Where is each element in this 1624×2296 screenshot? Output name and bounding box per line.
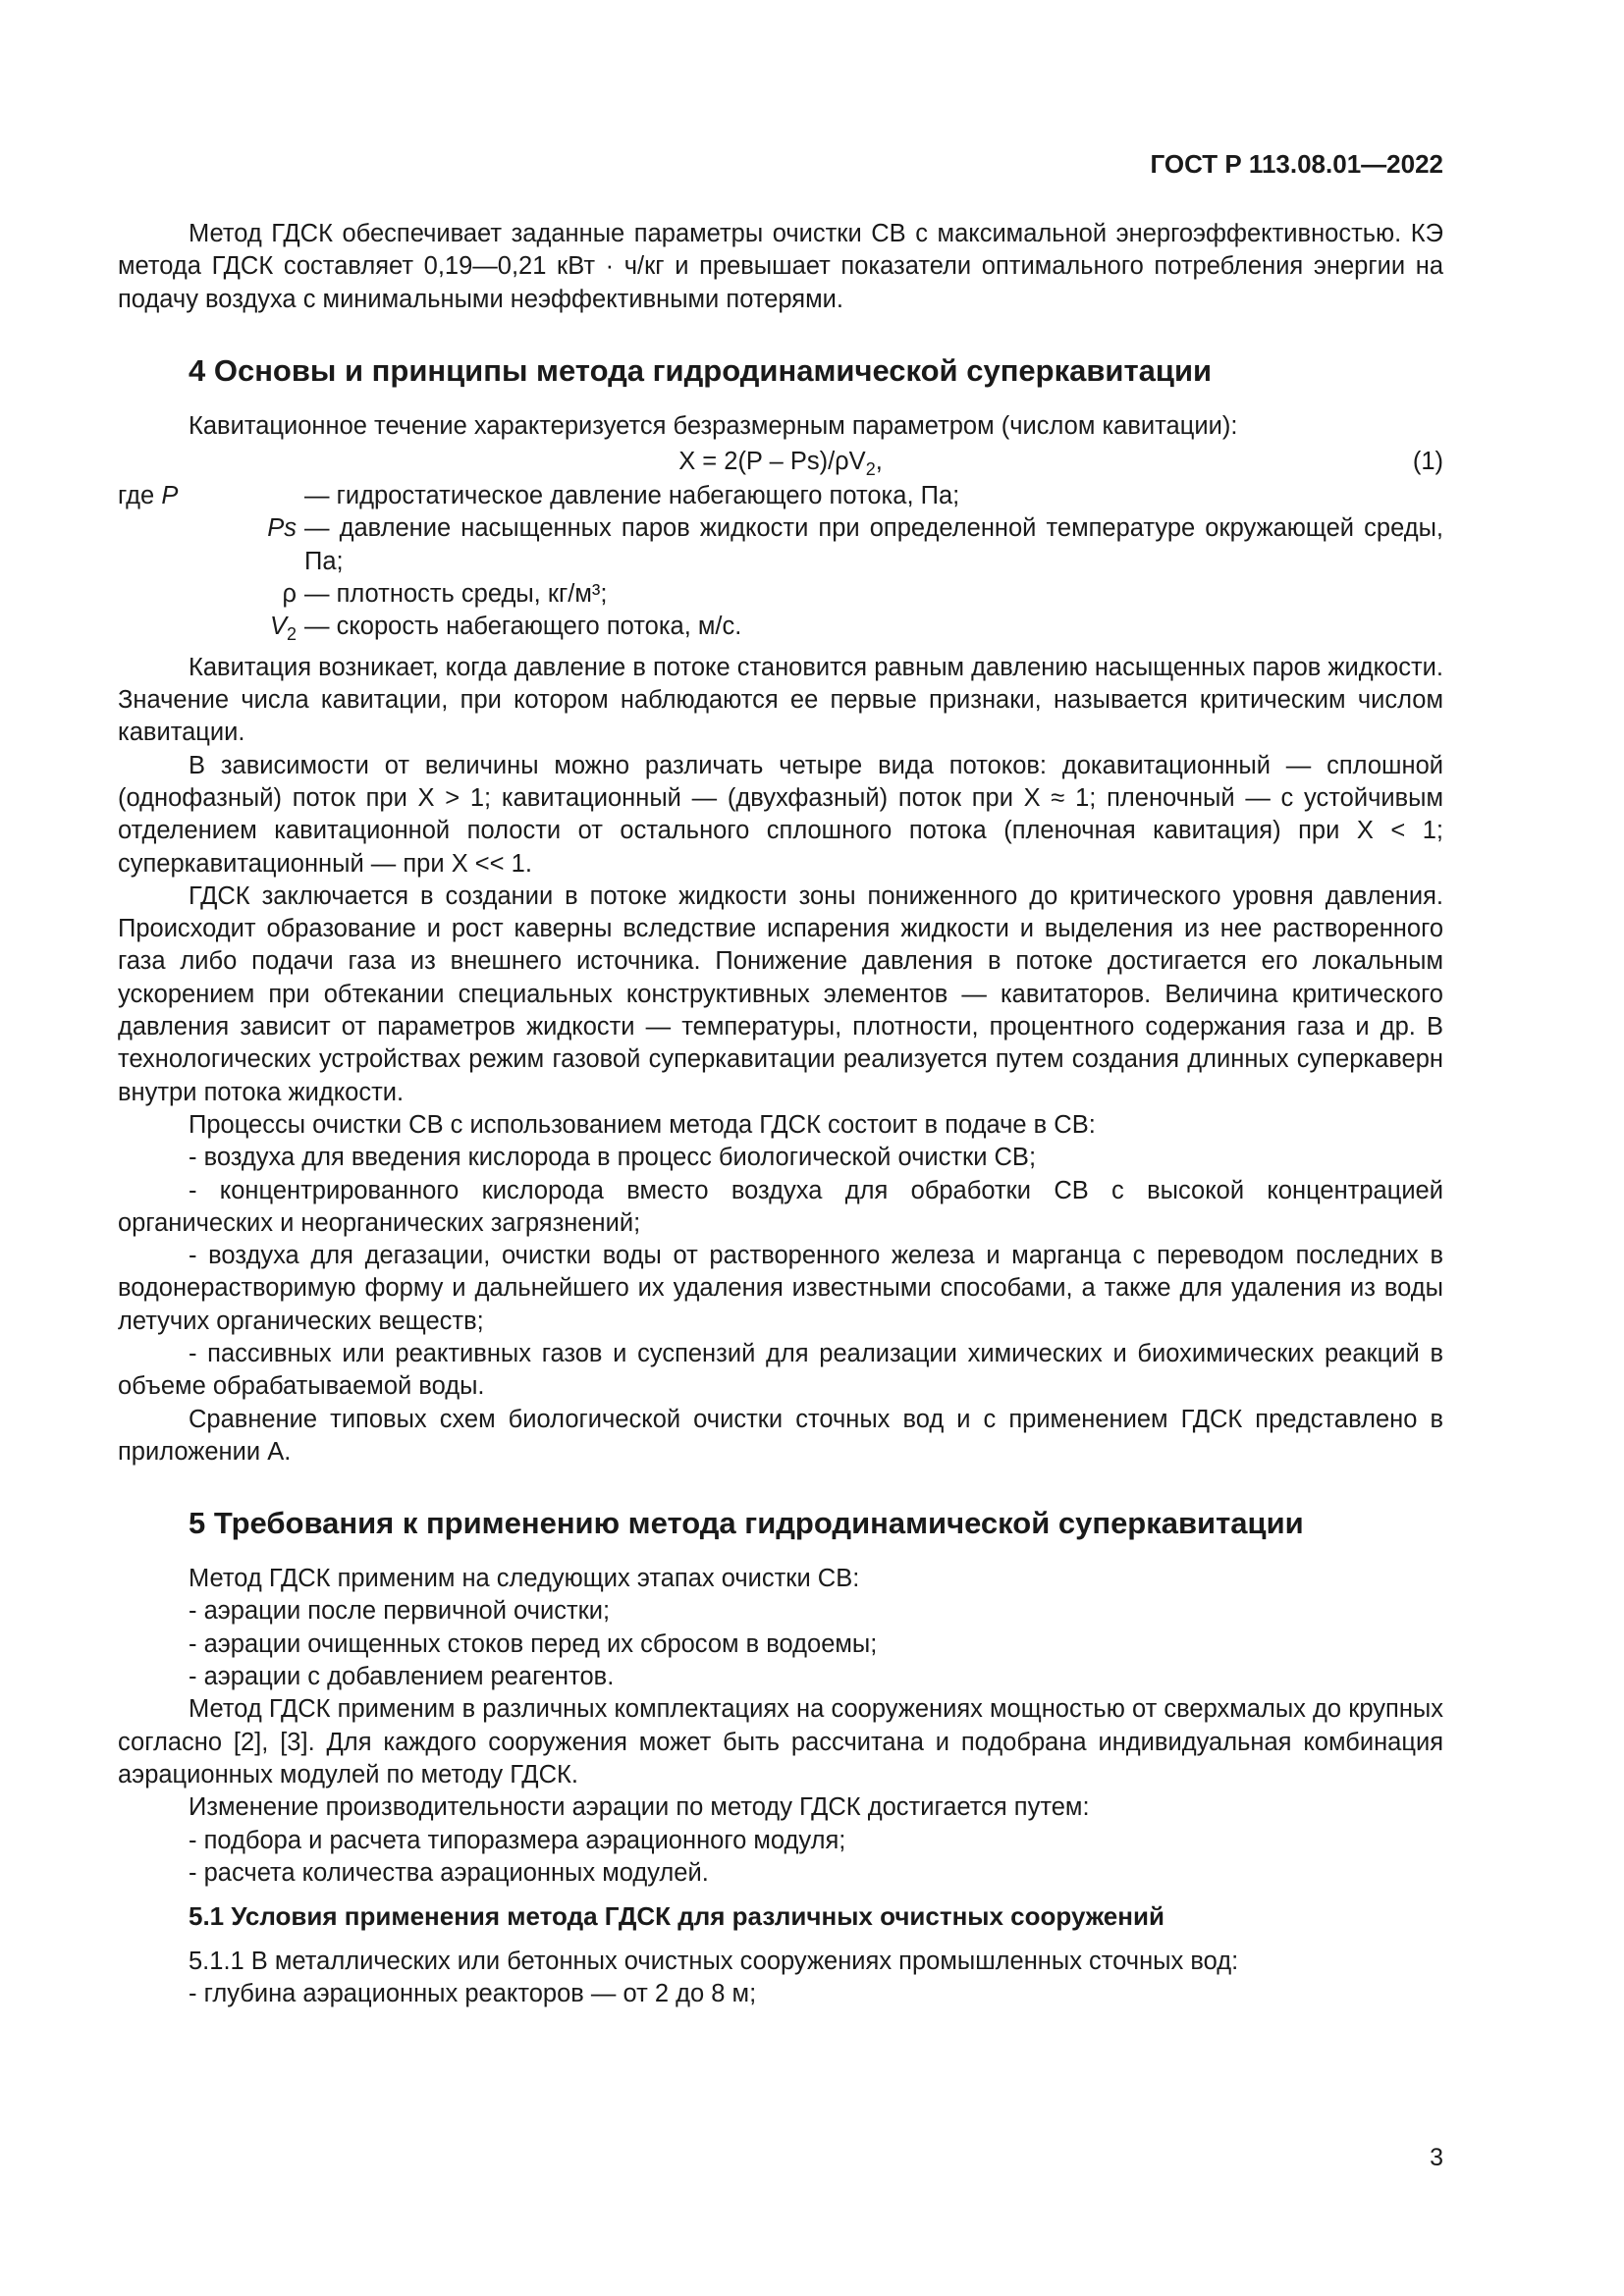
- page-body: [118, 147, 1443, 2011]
- subsection-5-1-title: 5.1 Условия применения метода ГДСК для различных очистных сооружений: [189, 1901, 1164, 1932]
- list-item: - глубина аэрационных реакторов — от 2 до 8 м;: [189, 1980, 757, 2008]
- list-item: - аэрации очищенных стоков перед их сбросом в водоемы;: [189, 1629, 878, 1658]
- page-number: 3: [1430, 2144, 1443, 2171]
- list-item: - пассивных или реактивных газов и суспензий для реализации химических и биохимических реакций в объеме обрабатываемой воды.: [118, 1340, 1443, 1401]
- where-sym: ρ: [282, 580, 297, 609]
- where-row-rho: [118, 578, 1443, 611]
- where-sym: Ps: [267, 514, 297, 543]
- paragraph: Процессы очистки СВ с использованием метода ГДСК состоит в подаче в СВ:: [189, 1110, 1096, 1139]
- list-item: - расчета количества аэрационных модулей.: [189, 1858, 709, 1887]
- list-item: - подбора и расчета типоразмера аэрационного модуля;: [189, 1826, 846, 1854]
- paragraph: Сравнение типовых схем биологической очистки сточных вод и с применением ГДСК представлено в приложении А.: [118, 1405, 1443, 1466]
- paragraph: Метод ГДСК применим в различных комплектациях на сооружениях мощностью от сверхмалых до крупных согласно [2], [3]. Для каждого сооружения может быть рассчитана и подобрана индивидуальная комбинация аэрационных модулей по методу ГДСК.: [118, 1695, 1443, 1789]
- formula-text: X = 2(P – Ps)/ρV: [678, 448, 866, 476]
- where-sub: 2: [286, 624, 297, 645]
- list-item: - аэрации после первичной очистки;: [189, 1597, 611, 1626]
- list-item: - концентрированного кислорода вместо воздуха для обработки СВ с высокой концентрацией органических и неорганических загрязнений;: [118, 1176, 1443, 1237]
- where-row-v2: [118, 611, 1443, 651]
- paragraph: 5.1.1 В металлических или бетонных очистных сооружениях промышленных сточных вод:: [189, 1948, 1239, 1976]
- list-item: - воздуха для дегазации, очистки воды от растворенного железа и марганца с переводом последних в водонерастворимую форму и дальнейшего их удаления известными способами, а также для удаления из воды летучих органических веществ;: [118, 1242, 1443, 1335]
- where-text: — скорость набегающего потока, м/с.: [304, 613, 742, 641]
- where-sym: P: [161, 482, 179, 510]
- formula-number: (1): [1412, 448, 1443, 476]
- paragraph: В зависимости от величины можно различать четыре вида потоков: докавитационный — сплошной (однофазный) поток при X > 1; кавитационный — (двухфазный) поток при X ≈ 1; пленочный — с устойчивым отделением кавитационной полости от остального сплошного потока (пленочная кавитация) при X < 1; суперкавитационный — при X << 1.: [118, 751, 1443, 878]
- where-text: — гидростатическое давление набегающего потока, Па;: [304, 482, 960, 510]
- section-4-lead: Кавитационное течение характеризуется безразмерным параметром (числом кавитации):: [189, 411, 1238, 440]
- formula-sub: 2: [865, 459, 876, 480]
- formula-tail: ,: [875, 448, 883, 476]
- paragraph: Метод ГДСК применим на следующих этапах очистки СВ:: [189, 1565, 860, 1593]
- where-row-ps: [118, 512, 1443, 578]
- where-sym: V: [269, 613, 287, 641]
- where-row-p: [118, 480, 1443, 512]
- where-text: — давление насыщенных паров жидкости при определенной температуре окружающей среды, Па;: [304, 514, 1443, 575]
- list-item: - аэрации с добавлением реагентов.: [189, 1663, 615, 1691]
- intro-paragraph: Метод ГДСК обеспечивает заданные параметры очистки СВ с максимальной энергоэффективностью. КЭ метода ГДСК составляет 0,19—0,21 кВт · ч/кг и превышает показатели оптимального потребления энергии на подачу воздуха с минимальными неэффективными потерями.: [118, 220, 1443, 313]
- section-4-title: 4 Основы и принципы метода гидродинамической суперкавитации: [189, 352, 1213, 388]
- standard-header: ГОСТ Р 113.08.01—2022: [1150, 149, 1443, 179]
- paragraph: Кавитация возникает, когда давление в потоке становится равным давлению насыщенных паров жидкости. Значение числа кавитации, при котором наблюдаются ее первые признаки, называется критическим числом кавитации.: [118, 653, 1443, 747]
- paragraph: ГДСК заключается в создании в потоке жидкости зоны пониженного до критического уровня давления. Происходит образование и рост каверны вследствие испарения жидкости и выделения из нее растворенного газа либо подачи газа из внешнего источника. Понижение давления в потоке достигается его локальным ускорением при обтекании специальных конструктивных элементов — кавитаторов. Величина критического давления зависит от параметров жидкости — температуры, плотности, процентного содержания газа и др. В технологических устройствах режим газовой суперкавитации реализуется путем создания длинных суперкаверн внутри потока жидкости.: [118, 881, 1443, 1106]
- paragraph: Изменение производительности аэрации по методу ГДСК достигается путем:: [189, 1793, 1090, 1822]
- formula-1: [118, 443, 1443, 480]
- where-text: — плотность среды, кг/м³;: [304, 580, 608, 609]
- where-word: где: [118, 482, 155, 510]
- section-5-title: 5 Требования к применению метода гидродинамической суперкавитации: [189, 1506, 1304, 1541]
- list-item: - воздуха для введения кислорода в процесс биологической очистки СВ;: [189, 1144, 1037, 1172]
